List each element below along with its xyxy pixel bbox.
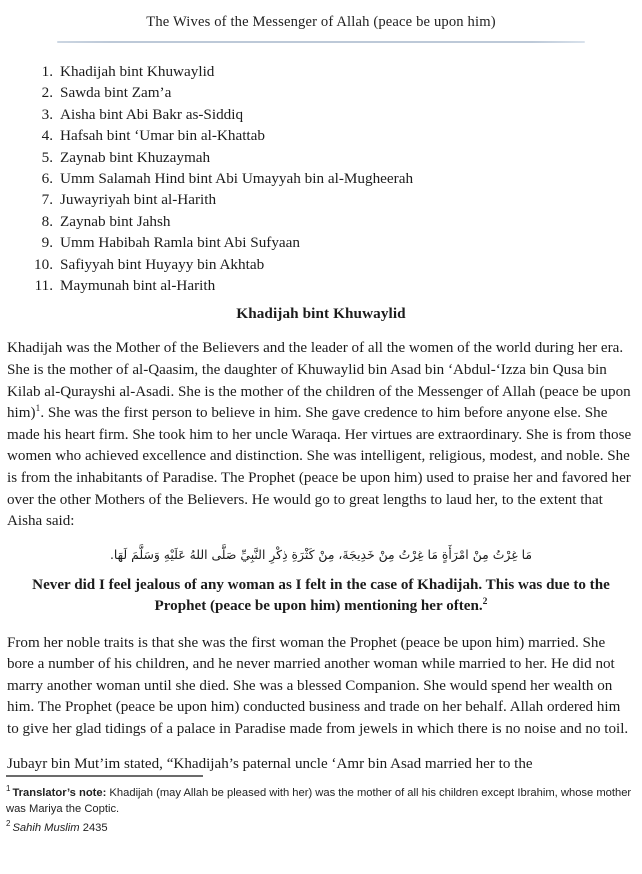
list-item [0,82,642,103]
header-divider [57,41,585,43]
footnote-2-reference: 2435 [79,821,108,834]
footnote-marker-1[interactable]: 1 [35,403,41,415]
wives-list [0,61,642,296]
footnote-marker-2[interactable]: 2 [482,596,488,608]
document-header [0,0,642,43]
list-item-number: 11. [34,277,53,295]
footnote-2-source: Sahih Muslim [12,821,80,834]
list-item-label: Umm Habibah Ramla bint Abi Sufyaan [60,234,301,252]
footnote-2-marker: 2 [6,818,11,828]
list-item-number: 1. [41,63,53,80]
list-item-label: Zaynab bint Jahsh [60,212,171,230]
body-paragraph-1 [7,338,635,532]
list-item [0,211,642,232]
list-item [0,189,642,210]
body-paragraph-2: From her noble traits is that she was the first woman the Prophet (peace be upon him) married. She bore a number of his children, and he never married another woman while married to her. He did not marry another woman until she died. She was a blessed Companion. She would spend her wealth on him. The Prophet (peace be upon him) conducted business and trade on her behalf. Allah ordered him to give her glad tidings of a palace in Paradise made from jewels in which there is no noise and no toil. [7,634,629,737]
list-item-number: 4. [41,127,53,145]
list-item [0,61,642,82]
list-item-number: 2. [41,84,53,102]
arabic-quotation: مَا غِرْتُ مِنْ امْرَأَةٍ مَا غِرْتُ مِنْ خَدِيجَةَ، مِنْ كَثْرَةِ ذِكْرِ النَّبِيِّ صَلَّى اللهُ عَلَيْهِ وَسَلَّمَ لَهَا. [109,546,533,562]
list-item-number: 8. [41,212,53,230]
list-item [0,125,642,146]
translated-quotation-text: Never did I feel jealous of any woman as I felt in the case of Khadijah. This was due to the Prophet (peace be upon him) mentioning her often. [32,576,610,615]
list-item-label: Khadijah bint Khuwaylid [60,63,215,80]
list-item-number: 5. [41,148,53,166]
list-item [0,254,642,275]
footnote-2 [6,820,636,836]
list-item [0,232,642,253]
footnote-1 [6,785,636,818]
list-item-label: Zaynab bint Khuzaymah [60,148,211,166]
body-paragraph-3: Jubayr bin Mut’im stated, “Khadijah’s paternal uncle ‘Amr bin Asad married her to the [7,755,533,772]
footnote-divider [6,775,203,777]
list-item [0,275,642,296]
footnote-1-text: Khadijah (may Allah be pleased with her) was the mother of all his children except Ibrahim, whose mother was Mariya the Coptic. [6,786,632,816]
list-item-number: 7. [41,191,53,209]
translated-quotation [13,575,629,618]
page-title: The Wives of the Messenger of Allah (peace be upon him) [146,14,496,30]
document-body [0,304,642,775]
paragraph-1-text-after-footnote: . She was the first person to believe in him. She gave credence to him before anyone else. She made his heart firm. She took him to her uncle Waraqa. Her virtues are extraordinary. She is from those women who achieved excellence and distinction. She was intelligent, religious, modest, and noble. She is from the inhabitants of Paradise. The Prophet (peace be upon him) used to praise her and favored her over the other Mothers of the Believers. He would go to great lengths to laud her, to the extent that Aisha said: [7,405,632,530]
list-item-number: 6. [41,170,53,188]
list-item-label: Aisha bint Abi Bakr as-Siddiq [60,105,244,123]
list-item-number: 3. [41,105,53,123]
footnote-1-label: Translator’s note: [12,786,107,799]
section-heading: Khadijah bint Khuwaylid [236,305,406,323]
list-item-label: Maymunah bint al-Harith [60,277,216,295]
list-item-label: Hafsah bint ‘Umar bin al-Khattab [60,127,265,145]
list-item [0,104,642,125]
list-item-label: Umm Salamah Hind bint Abi Umayyah bin al-Mugheerah [60,170,414,188]
footnote-1-marker: 1 [6,784,11,794]
list-item-label: Sawda bint Zam’a [60,84,172,102]
paragraph-1-text-before-footnote: Khadijah was the Mother of the Believers and the leader of all the women of the world during her era. She is the mother of al-Qaasim, the daughter of Khuwaylid bin Asad bin ‘Abdul-‘Izza bin Qusa bin Kilab al-Qurayshi al-Asadi. She is the mother of the children of the Messenger of Allah (peace be upon him) [7,340,631,422]
list-item-label: Juwayriyah bint al-Harith [60,191,217,209]
list-item [0,147,642,168]
list-item-label: Safiyyah bint Huyayy bin Akhtab [60,255,265,273]
footnote-area [6,775,636,838]
list-item [0,168,642,189]
list-item-number: 9. [41,234,53,252]
list-item-number: 10. [34,255,53,273]
